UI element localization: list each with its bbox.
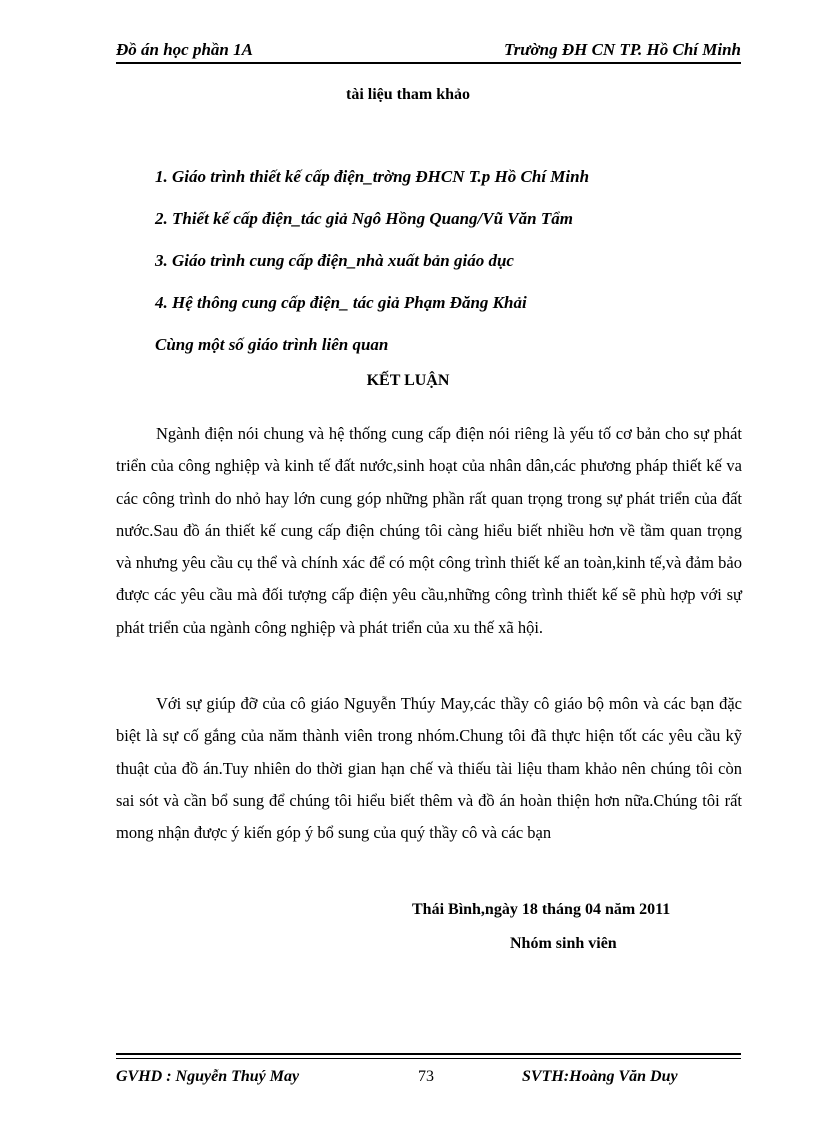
footer-divider-thin [116,1058,741,1059]
page-number: 73 [418,1068,434,1085]
signature-group: Nhóm sinh viên [510,935,617,952]
reference-item: 4. Hệ thông cung cấp điện_ tác giả Phạm Đăng Khải [155,293,527,312]
footer-supervisor: GVHD : Nguyễn Thuý May [116,1068,300,1085]
course-name: Đồ án học phần 1A [116,40,253,59]
references-list [155,166,589,376]
footer-student: SVTH:Hoàng Văn Duy [522,1068,678,1085]
references-title: tài liệu tham khảo [345,86,470,103]
conclusion-paragraph: Ngành điện nói chung và hệ thống cung cấp điện nói riêng là yếu tố cơ bản cho sự phát triển của công nghiệp và kinh tế đất nước,sinh hoạt của nhân dân,các phương pháp thiết kế va các công trình do nhỏ hay lớn cung góp những phần rất quan trọng trong sự phát triển của đất nước.Sau đồ án thiết kế cung cấp điện chúng tôi càng hiểu biết nhiều hơn về tầm quan trọng và nhưng yêu cầu cụ thể và chính xác để có một công trình thiết kế an toàn,kinh tế,và đảm bảo được các yêu cầu mà đối tượng cấp điện yêu cầu,những công trình thiết kế sẽ phù hợp với sự phát triển của ngành công nghiệp và phát triển của xu thế xã hội. [116,424,742,637]
header-divider [116,62,741,64]
conclusion-paragraph: Với sự giúp đỡ của cô giáo Nguyễn Thúy May,các thầy cô giáo bộ môn và các bạn đặc biệt là sự cố gắng của năm thành viên trong nhóm.Chung tôi đã thực hiện tốt các yêu cầu kỹ thuật của đồ án.Tuy nhiên do thời gian hạn chế và thiếu tài liệu tham khảo nên chúng tôi còn sai sót và cần bổ sung để chúng tôi hiểu biết thêm và đồ án hoàn thiện hơn nữa.Chúng tôi rất mong nhận được ý kiến góp ý bổ sung của quý thầy cô và các bạn [116,694,742,843]
reference-item: 3. Giáo trình cung cấp điện_nhà xuất bản giáo dục [155,251,514,270]
footer-divider [116,1053,741,1055]
reference-item: Cùng một số giáo trình liên quan [155,335,389,354]
page-header [116,40,741,62]
university-name: Trường ĐH CN TP. Hồ Chí Minh [503,40,741,59]
reference-item: 1. Giáo trình thiết kế cấp điện_trờng ĐHCN T.p Hồ Chí Minh [155,167,590,186]
conclusion-title: KẾT LUẬN [366,372,450,389]
place-date: Thái Bình,ngày 18 tháng 04 năm 2011 [412,901,671,918]
reference-item: 2. Thiết kế cấp điện_tác giả Ngô Hồng Quang/Vũ Văn Tẩm [155,209,573,228]
